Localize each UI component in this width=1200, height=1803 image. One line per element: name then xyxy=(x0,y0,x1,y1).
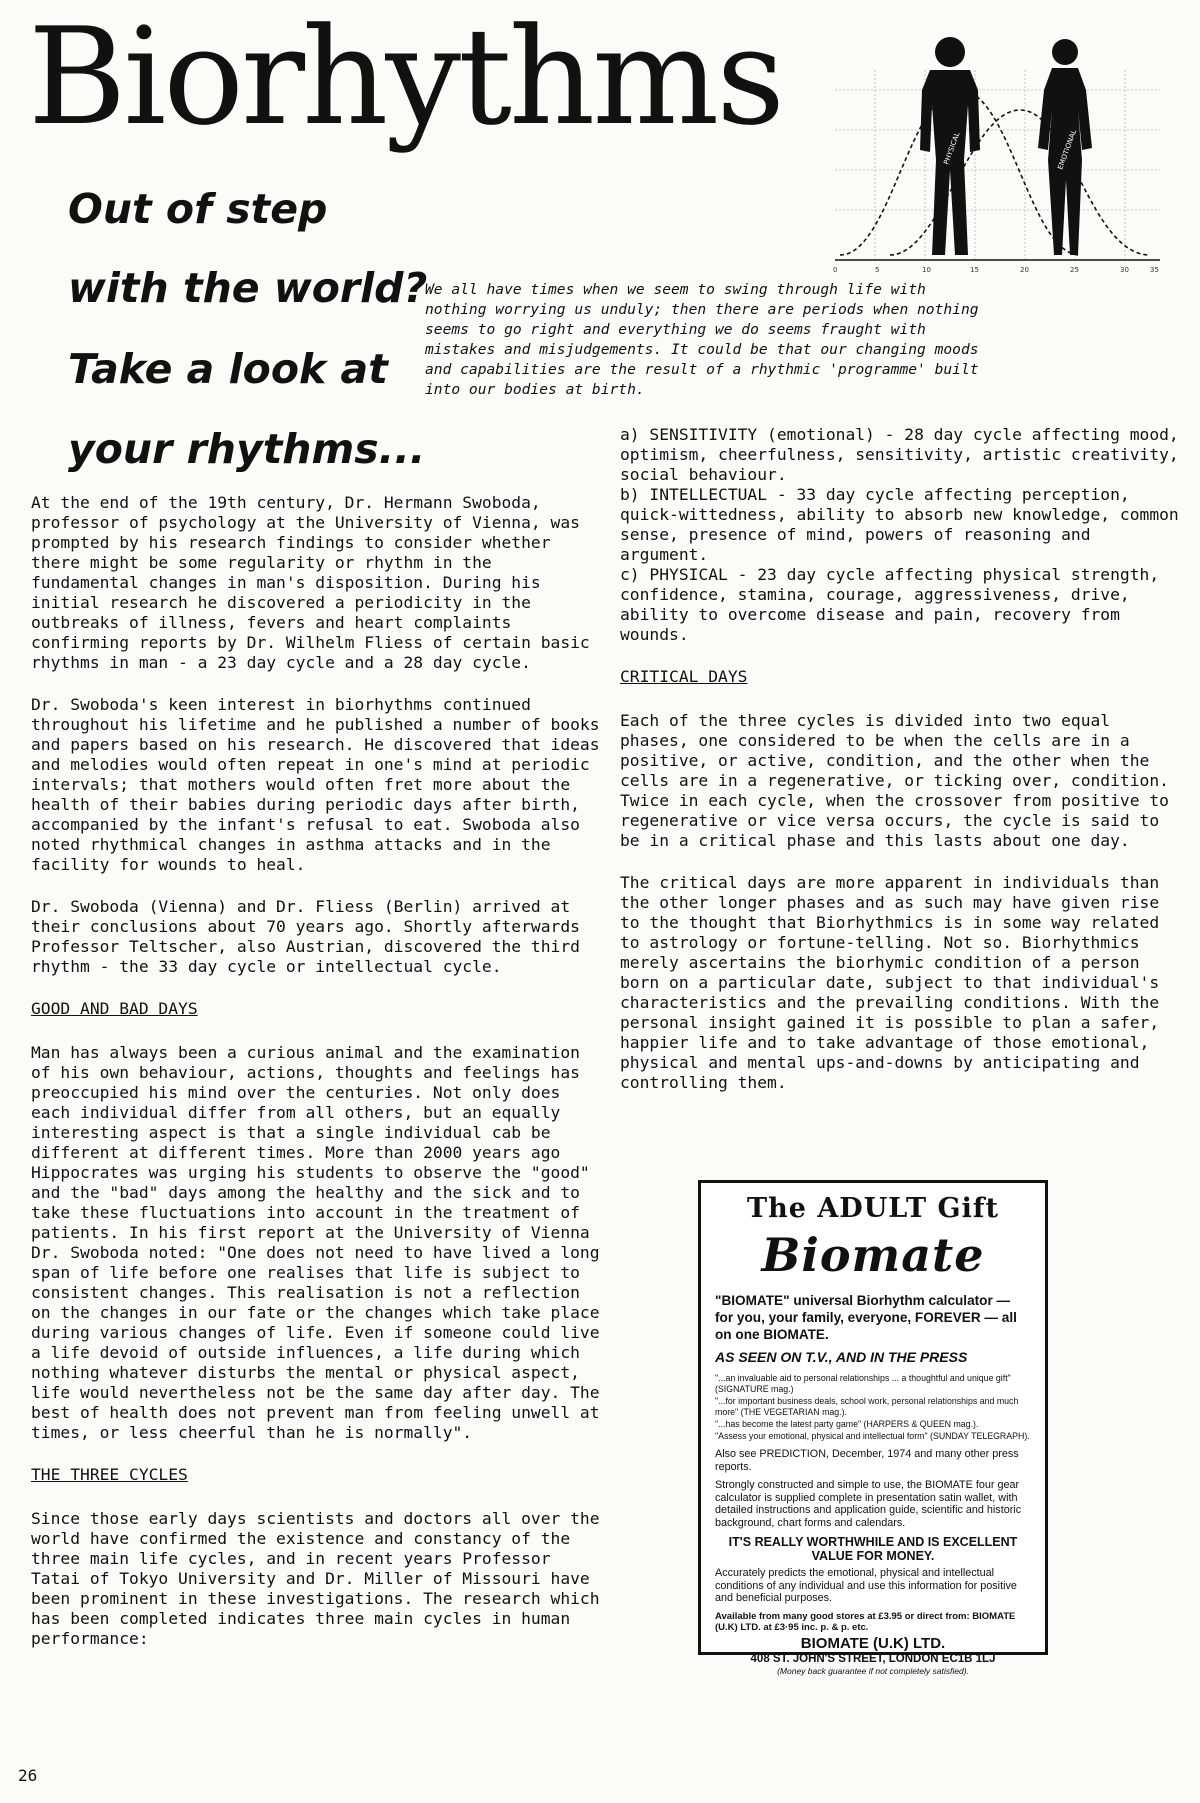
body-paragraph: At the end of the 19th century, Dr. Hermann Swoboda, professor of psychology at the University of Vienna, was prompted by his research findings to consider whether there might be some regularity or rhythm in the fundamental changes in man's disposition. During his initial research he discovered a periodicity in the outbreaks of illness, fevers and heart complaints confirming reports by Dr. Wilhelm Fliess of certain basic rhythms in man - a 23 day cycle and a 28 day cycle. xyxy=(31,493,590,672)
body-paragraph: Dr. Swoboda (Vienna) and Dr. Fliess (Berlin) arrived at their conclusions about 70 years ago. Shortly afterwards Professor Teltscher, also Austrian, discovered the third rhythm - the 33 day cycle or intellectual cycle. xyxy=(31,897,580,976)
ad-headline: The ADULT Gift xyxy=(747,1193,999,1224)
ad-press-quote: "...an invaluable aid to personal relationships ... a thoughtful and unique gift" (SIGNATURE mag.) xyxy=(715,1373,1011,1394)
body-paragraph: The critical days are more apparent in individuals than the other longer phases and as such may have given rise to the thought that Biorhythmics is in some way related to astrology or fortune-telling. Not so. Biorhythmics merely ascertains the biorhymic condition of a person born on a particular date, subject to that individual's characteristics and the prevailing conditions. With the personal insight gained it is possible to plan a safer, happier life and to take advantage of those emotional, physical and mental ups-and-downs by anticipating and controlling them. xyxy=(620,873,1160,1092)
cycle-item-sensitivity: a) SENSITIVITY (emotional) - 28 day cycle affecting mood, optimism, cheerfulness, sensitivity, artistic creativity, social behaviour. xyxy=(620,425,1179,484)
cycle-item-physical: c) PHYSICAL - 23 day cycle affecting physical strength, confidence, stamina, courage, aggressiveness, drive, ability to overcome disease and pain, recovery from wounds. xyxy=(620,565,1160,644)
ad-accuracy: Accurately predicts the emotional, physical and intellectual conditions of any individual and use this information for positive and beneficial purposes. xyxy=(715,1567,1017,1604)
figure-cycle-curves xyxy=(840,90,1150,255)
figure-label-emotional: EMOTIONAL xyxy=(1056,128,1079,171)
body-paragraph: Man has always been a curious animal and the examination of his own behaviour, actions, thoughts and feelings has preoccupied his mind over the centuries. Not only does each individual differ from all others, but an equally interesting aspect is that a single individual cab be different at different times. More than 2000 years ago Hippocrates was urging his students to observe the "good" and the "bad" days among the healthy and the sick and to take these fluctuations into account in the treatment of patients. In his first report at the University of Vienna Dr. Swoboda noted: "One does not need to have lived a long span of life before one realises that life is subject to consistent changes. This realisation is not a reflection on the changes in our fate or the changes which take place during various changes of life. Even if someone could live a life devoid of outside influences, a life during which nothing whatever disturbs the mental or physical aspect, life would nevertheless not be the same day after day. The best of health does not prevent man from feeling unwell at times, or less cheerful than he is normally". xyxy=(31,1043,600,1442)
ad-press-quote: "...has become the latest party game" (HARPERS & QUEEN mag.). xyxy=(715,1419,979,1429)
section-heading-good-and-bad-days: GOOD AND BAD DAYS xyxy=(31,999,198,1018)
ad-worthwhile: IT'S REALLY WORTHWHILE AND IS EXCELLENT VALUE FOR MONEY. xyxy=(728,1535,1018,1563)
ad-brand-logo: Biomate xyxy=(761,1228,985,1282)
figure-tick-label: 25 xyxy=(1070,266,1079,274)
ad-availability: Available from many good stores at £3.95 or direct from: BIOMATE (U.K) LTD. at £3·95 inc. p. & p. etc. xyxy=(715,1610,1016,1633)
ad-press-quote: "...for important business deals, school work, personal relationships and much more" (THE VEGETARIAN mag.). xyxy=(715,1396,1019,1417)
body-paragraph: Since those early days scientists and doctors all over the world have confirmed the existence and constancy of the three main life cycles, and in recent years Professor Tatai of Tokyo University and Dr. Miller of Missouri have been prominent in these investigations. The research which has been completed indicates three main cycles in human performance: xyxy=(31,1509,600,1648)
figure-tick-label: 20 xyxy=(1020,266,1029,274)
biorhythm-figure-illustration xyxy=(830,30,1165,280)
right-column xyxy=(620,425,1180,1115)
ad-company-address: 408 ST. JOHN'S STREET, LONDON EC1B 1LJ xyxy=(750,1652,996,1665)
ad-description: Strongly constructed and simple to use, the BIOMATE four gear calculator is supplied complete in presentation satin wallet, with detailed instructions and application guide, scientific and historic background, chart forms and calendars. xyxy=(715,1479,1022,1529)
page-title: Biorhythms xyxy=(28,0,783,155)
figure-tick-label: 15 xyxy=(970,266,979,274)
ad-lead-text: "BIOMATE" universal Biorhythm calculator — for you, your family, everyone, FOREVER — all on one BIOMATE. xyxy=(715,1293,1017,1342)
tagline-line-3: Take a look at xyxy=(68,345,388,393)
page-number: 26 xyxy=(18,1766,38,1785)
tagline-line-2: with the world? xyxy=(68,264,428,312)
figure-label-physical: PHYSICAL xyxy=(942,131,962,166)
body-paragraph: Each of the three cycles is divided into two equal phases, one considered to be when the cells are in a positive, or active, condition, and the other when the cells are in a regenerative, or ticking over, condition. Twice in each cycle, when the crossover from positive to regenerative or vice versa occurs, the cycle is said to be in a critical phase and this lasts about one day. xyxy=(620,711,1169,850)
ad-press-quote: "Assess your emotional, physical and intellectual form" (SUNDAY TELEGRAPH). xyxy=(715,1431,1030,1441)
left-column xyxy=(31,493,601,1671)
ad-company-name: BIOMATE (U.K) LTD. xyxy=(800,1634,946,1652)
section-heading-three-cycles: THE THREE CYCLES xyxy=(31,1465,188,1484)
figure-tick-label: 0 xyxy=(833,266,838,274)
ad-also-see: Also see PREDICTION, December, 1974 and many other press reports. xyxy=(715,1448,1019,1473)
figure-axis-ticks xyxy=(833,266,1159,274)
section-heading-critical-days: CRITICAL DAYS xyxy=(620,667,748,686)
biomate-advertisement xyxy=(698,1180,1048,1676)
tagline-line-1: Out of step xyxy=(68,185,328,233)
tagline-line-4: your rhythms... xyxy=(68,425,426,473)
figure-tick-label: 5 xyxy=(875,266,880,274)
ad-as-seen: AS SEEN ON T.V., AND IN THE PRESS xyxy=(715,1349,968,1365)
cycle-item-intellectual: b) INTELLECTUAL - 33 day cycle affecting perception, quick-wittedness, ability to absorb new knowledge, common sense, presence of mind, powers of reasoning and argument. xyxy=(620,485,1179,564)
figure-tick-label: 30 xyxy=(1120,266,1129,274)
ad-money-back: (Money back guarantee if not completely satisfied). xyxy=(777,1665,969,1676)
body-paragraph: Dr. Swoboda's keen interest in biorhythms continued throughout his lifetime and he published a number of books and papers based on his research. He discovered that ideas and melodies would often repeat in one's mind at periodic intervals; that mothers would often fret more about the health of their babies during periodic days after birth, accompanied by the infant's refusal to eat. Swoboda also noted rhythmical changes in asthma attacks and in the facility for wounds to heal. xyxy=(31,695,600,874)
figure-tick-label: 35 xyxy=(1150,266,1159,274)
intro-paragraph: We all have times when we seem to swing through life with nothing worrying us unduly; then there are periods when nothing seems to go right and everything we do seems fraught with mistakes and misjudgements. It could be that our changing moods and capabilities are the result of a rhythmic 'programme' built into our bodies at birth. xyxy=(425,281,979,398)
cycle-list xyxy=(620,425,1180,645)
figure-tick-label: 10 xyxy=(922,266,931,274)
